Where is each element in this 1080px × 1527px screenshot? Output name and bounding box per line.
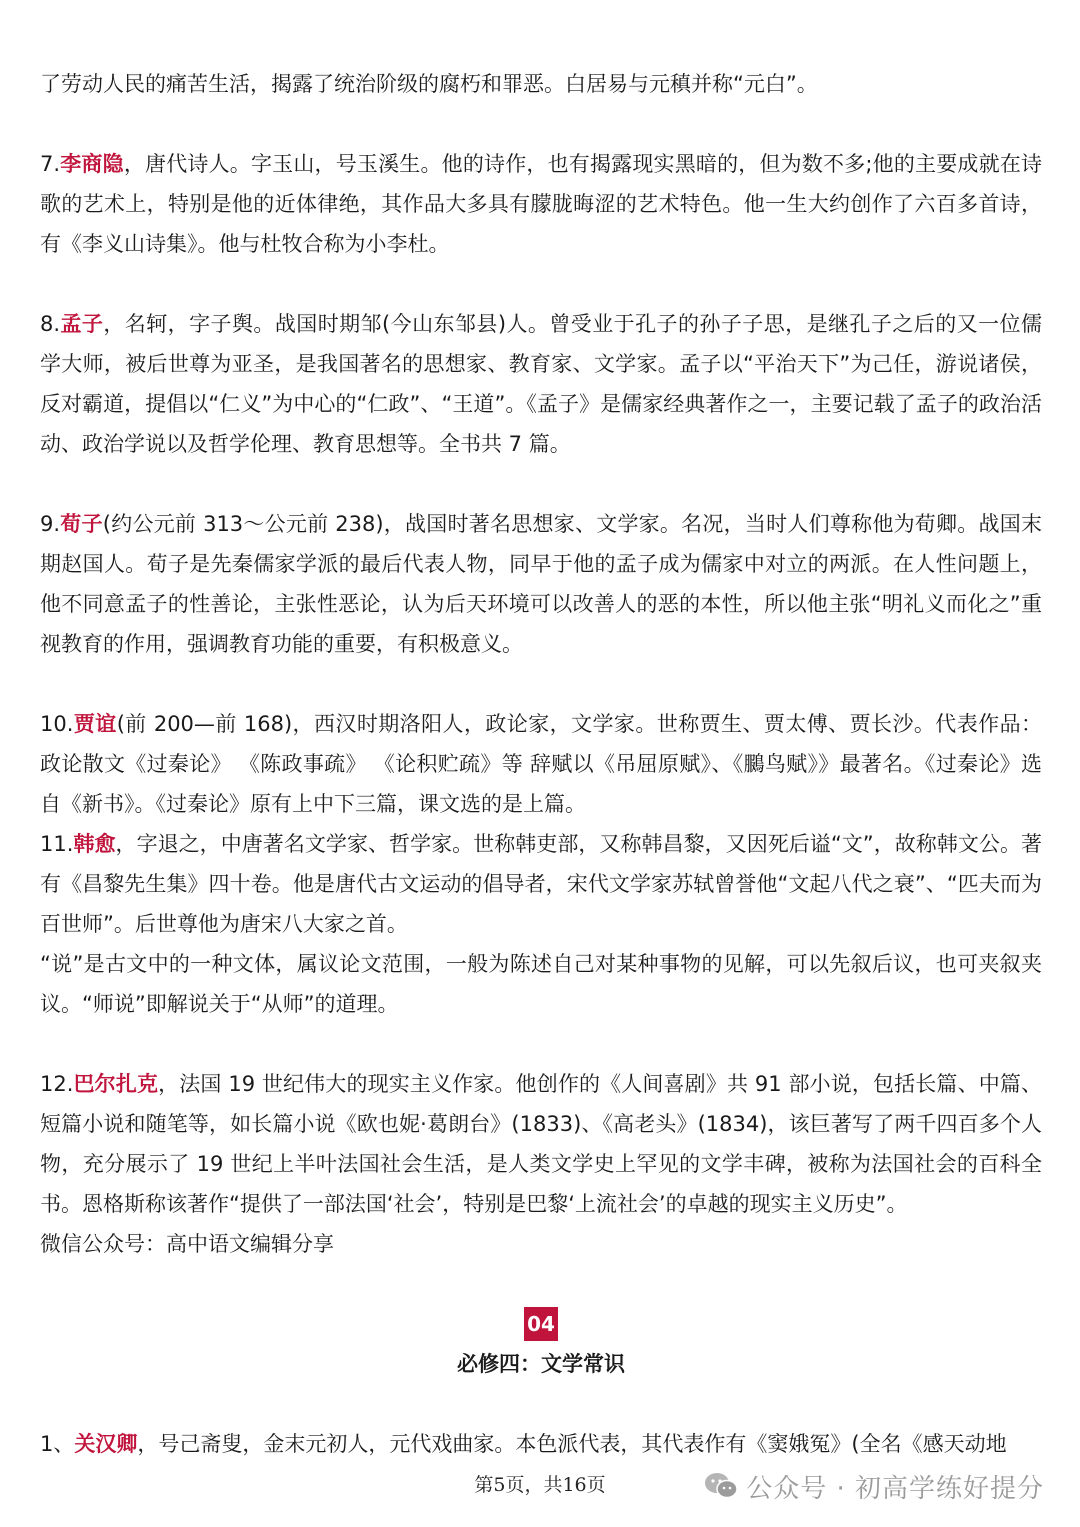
paragraph-han-yu <box>40 824 1042 944</box>
wechat-icon <box>704 1472 738 1500</box>
paragraph-text: “说”是古文中的一种文体，属议论文范围，一般为陈述自己对某种事物的见解，可以先叙后议，也可夹叙夹议。“师说”即解说关于“从师”的道理。 <box>40 952 1042 1016</box>
author-name: 韩愈 <box>73 832 116 856</box>
paragraph-shuo-genre <box>40 944 1042 1024</box>
paragraph-text: ，唐代诗人。字玉山，号玉溪生。他的诗作，也有揭露现实黑暗的，但为数不多;他的主要成就在诗歌的艺术上，特别是他的近体律绝，其作品大多具有朦胧晦涩的艺术特色。他一生大约创作了六百多首诗，有《李义山诗集》。他与杜牧合称为小李杜。 <box>40 152 1043 256</box>
section-number-badge: 04 <box>524 1307 558 1341</box>
paragraph-text: ，字退之，中唐著名文学家、哲学家。世称韩吏部，又称韩昌黎，又因死后谥“文”，故称韩文公。著有《昌黎先生集》四十卷。他是唐代古文运动的倡导者，宋代文学家苏轼曾誉他“文起八代之衰”、“匹夫而为百世师”。后世尊他为唐宋八大家之首。 <box>40 832 1042 936</box>
item-number: 1、 <box>40 1432 75 1456</box>
item-number: 12. <box>40 1072 74 1096</box>
author-name: 巴尔扎克 <box>73 1072 159 1096</box>
document-body <box>40 64 1042 1464</box>
author-name: 贾谊 <box>73 712 117 736</box>
paragraph-text: (约公元前 313～公元前 238)，战国时著名思想家、文学家。名况，当时人们尊称他为荀卿。战国末期赵国人。荀子是先秦儒家学派的最后代表人物，同早于他的孟子成为儒家中对立的两派。在人性问题上，他不同意孟子的性善论，主张性恶论，认为后天环境可以改善人的恶的本性，所以他主张“明礼义而化之”重视教育的作用，强调教育功能的重要，有积极意义。 <box>40 512 1043 656</box>
page-number: 第5页，共16页 <box>474 1474 606 1496</box>
paragraph-text: ，法国 19 世纪伟大的现实主义作家。他创作的《人间喜剧》共 91 部小说，包括长篇、中篇、短篇小说和随笔等，如长篇小说《欧也妮·葛朗台》(1833)、《高老头》(1834)，该巨著写了两千四百多个人物，充分展示了 19 世纪上半叶法国社会生活，是人类文学史上罕见的文学丰碑，被称为法国社会的百科全书。恩格斯称该著作“提供了一部法国‘社会’，特别是巴黎‘上流社会’的卓越的现实主义历史”。 <box>40 1072 1042 1216</box>
author-name: 关汉卿 <box>74 1432 138 1456</box>
watermark <box>704 1466 1044 1506</box>
author-name: 荀子 <box>60 512 103 536</box>
paragraph-mengzi <box>40 304 1042 464</box>
page-footer <box>0 1466 1080 1506</box>
item-number: 9. <box>40 512 61 536</box>
paragraph-jia-yi <box>40 704 1042 824</box>
item-number: 10. <box>40 712 74 736</box>
paragraph-balzac <box>40 1064 1042 1224</box>
paragraph-guan-hanqing <box>40 1424 1042 1464</box>
author-name: 李商隐 <box>60 152 124 176</box>
item-number: 7. <box>40 152 61 176</box>
paragraph-text: ，号己斋叟，金末元初人，元代戏曲家。本色派代表，其代表作有《窦娥冤》(全名《感天动地 <box>137 1432 1007 1456</box>
paragraph-xunzi <box>40 504 1042 664</box>
author-name: 孟子 <box>60 312 104 336</box>
item-number: 8. <box>40 312 61 336</box>
section-title: 必修四：文学常识 <box>457 1352 625 1376</box>
paragraph-li-shangyin <box>40 144 1042 264</box>
watermark-text: 公众号 · 初高学练好提分 <box>746 1473 1044 1504</box>
paragraph-continuation <box>40 64 1042 104</box>
section-badge-row <box>40 1304 1042 1344</box>
paragraph-text: (前 200—前 168)，西汉时期洛阳人，政论家，文学家。世称贾生、贾太傅、贾长沙。代表作品：政论散文《过秦论》 《陈政事疏》 《论积贮疏》等 辞赋以《吊屈原赋》、《鵩鸟赋》》最著名。《过秦论》选自《新书》。《过秦论》原有上中下三篇，课文选的是上篇。 <box>40 712 1042 816</box>
item-number: 11. <box>40 832 74 856</box>
wechat-account-note: 微信公众号：高中语文编辑分享 <box>40 1232 334 1256</box>
paragraph-text: 了劳动人民的痛苦生活，揭露了统治阶级的腐朽和罪恶。白居易与元稹并称“元白”。 <box>40 72 818 96</box>
paragraph-text: ，名轲，字子舆。战国时期邹(今山东邹县)人。曾受业于孔子的孙子子思，是继孔子之后的又一位儒学大师，被后世尊为亚圣，是我国著名的思想家、教育家、文学家。孟子以“平治天下”为己任，游说诸侯，反对霸道，提倡以“仁义”为中心的“仁政”、“王道”。《孟子》是儒家经典著作之一，主要记载了孟子的政治活动、政治学说以及哲学伦理、教育思想等。全书共 7 篇。 <box>40 312 1042 456</box>
